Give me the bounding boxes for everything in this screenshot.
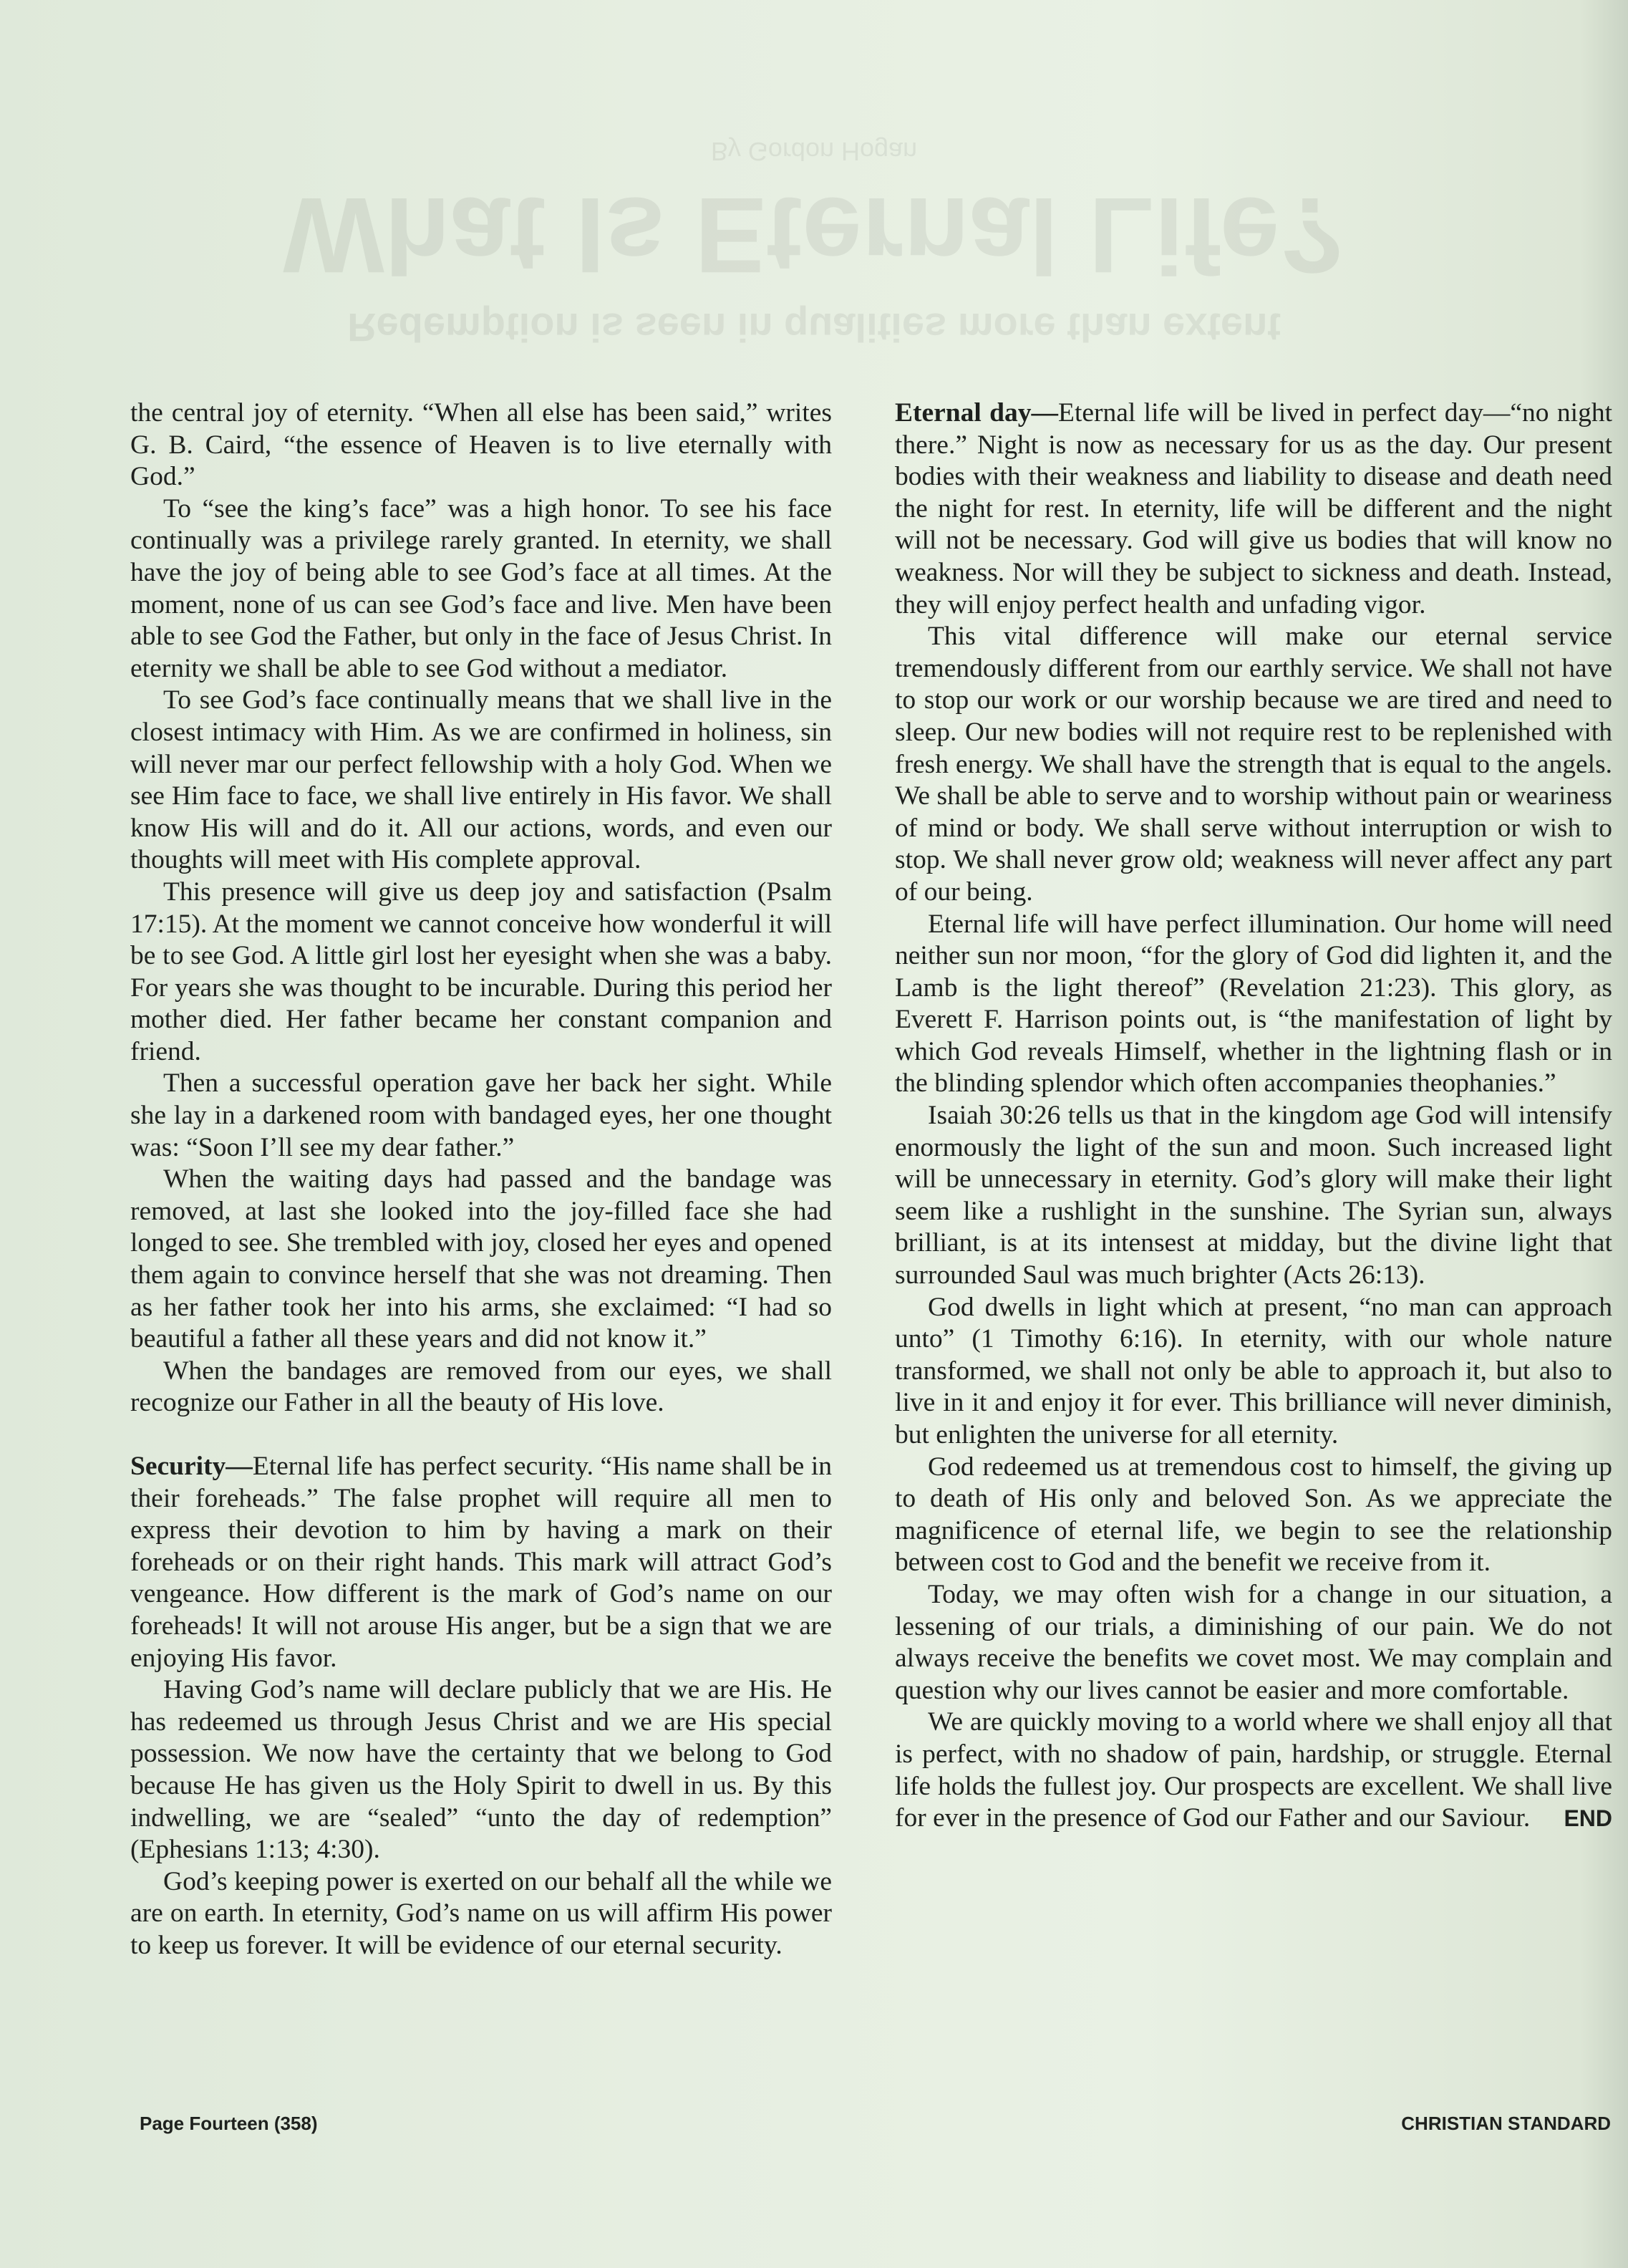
paragraph: Isaiah 30:26 tells us that in the kingdom age God will intensify enormously the light of the sun and moon. Such increased light will be unnecessary in eternity. God’s glory will make their light seem like a rushlight in the sunshine. The Syrian sun, always brilliant, is at its intensest at midday, but the divine light that surrounded Saul was much brighter (Acts 26:13). — [895, 1101, 1612, 1290]
bleed-through-title — [0, 107, 1628, 365]
paragraph: When the bandages are removed from our eyes, we shall recognize our Father in all the beauty of His love. — [130, 1356, 832, 1418]
publication-name: CHRISTIAN STANDARD — [1401, 2113, 1611, 2134]
paragraph: Eternal life has perfect security. “His name shall be in their foreheads.” The false prophet will require all men to express their devotion to him by having a mark on their foreheads or on their right hands. This mark will attract God’s vengeance. How different is the mark of God’s name on our foreheads! It will not arouse His anger, but be a sign that we are enjoying His favor. — [130, 1452, 832, 1673]
paragraph: Today, we may often wish for a change in our situation, a lessening of our trials, a diminishing of our pain. We do not always receive the benefits we covet most. We may complain and question why our lives cannot be easier and more comfortable. — [895, 1579, 1612, 1705]
final-paragraph — [895, 1707, 1612, 1834]
paragraph: This presence will give us deep joy and satisfaction (Psalm 17:15). At the moment we cannot conceive how wonderful it will be to see God. A little girl lost her eyesight when she was a baby. For years she was thought to be incurable. During this period her mother died. Her father became her constant companion and friend. — [130, 877, 832, 1066]
paragraph: To “see the king’s face” was a high honor. To see his face continually was a privilege rarely granted. In eternity, we shall have the joy of being able to see God’s face at all times. At the moment, none of us can see God’s face and live. Men have been able to see God the Father, but only in the face of Jesus Christ. In eternity we shall be able to see God without a mediator. — [130, 493, 832, 683]
paragraph: Having God’s name will declare publicly that we are His. He has redeemed us through Jesus Christ and we are His special possession. We now have the certainty that we belong to God because He has given us the Holy Spirit to dwell in us. By this indwelling, we are “sealed” “unto the day of redemption” (Ephesians 1:13; 4:30). — [130, 1675, 832, 1865]
paragraph: God redeemed us at tremendous cost to himself, the giving up to death of His only and beloved Son. As we appreciate the magnificence of eternal life, we begin to see the relationship between cost to God and the benefit we receive from it. — [895, 1452, 1612, 1578]
paragraph: Eternal life will have perfect illumination. Our home will need neither sun nor moon, “for the glory of God did lighten it, and the Lamb is the light thereof” (Revelation 21:23). This glory, as Everett F. Harrison points out, is “the manifestation of light by which God reveals Himself, whether in the lightning flash or in the blinding splendor which often accompanies theophanies.” — [895, 909, 1612, 1099]
bleed-kicker: Redemption is seen in qualities more than extent — [347, 305, 1281, 350]
end-mark: END — [1564, 1805, 1612, 1832]
paragraph: God dwells in light which at present, “no man can approach unto” (1 Timothy 6:16). In eternity, with our whole nature transformed, we shall not only be able to approach it, but also to live in it and enjoy it for ever. This brilliance will never diminish, but enlighten the universe for all eternity. — [895, 1292, 1612, 1449]
paragraph: God’s keeping power is exerted on our behalf all the while we are on earth. In eternity, God’s name on us will affirm His power to keep us forever. It will be evidence of our eternal security. — [130, 1866, 832, 1960]
paragraph: the central joy of eternity. “When all else has been said,” writes G. B. Caird, “the essence of Heaven is to live eternally with God.” — [130, 398, 832, 492]
left-column — [130, 397, 832, 1962]
paragraph: Eternal life will be lived in perfect day—“no night there.” Night is now as necessary for us as the day. Our present bodies with their weakness and liability to disease and death need the night for rest. In eternity, life will be different and the night will not be necessary. God will give us bodies that will know no weakness. Nor will they be subject to sickness and death. Instead, they will enjoy perfect health and unfading vigor. — [895, 398, 1612, 619]
right-column — [895, 397, 1612, 1835]
paragraph: This vital difference will make our eternal service tremendously different from our earthly service. We shall not have to stop our work or our worship because we are tired and need to sleep. Our new bodies will not require rest to be replenished with fresh energy. We shall have the strength that is equal to the angels. We shall be able to serve and to worship without pain or weariness of mind or body. We shall serve without interruption or wish to stop. We shall never grow old; weakness will never affect any part of our being. — [895, 622, 1612, 907]
section-heading-eternal-day: Eternal day— — [895, 398, 1059, 428]
page-number: Page Fourteen (358) — [140, 2113, 318, 2134]
paragraph: We are quickly moving to a world where we shall enjoy all that is perfect, with no shadow of pain, hardship, or struggle. Eternal life holds the fullest joy. Our prospects are excellent. We shall live for ever in the presence of God our Father and our Saviour. — [895, 1707, 1612, 1833]
section-heading-security: Security— — [130, 1452, 253, 1481]
bleed-byline: By Gordon Hogan — [710, 137, 918, 166]
eternal-day-section — [895, 397, 1612, 621]
security-section — [130, 1451, 832, 1674]
paragraph: Then a successful operation gave her back her sight. While she lay in a darkened room with bandaged eyes, her one thought was: “Soon I’ll see my dear father.” — [130, 1068, 832, 1162]
paragraph: To see God’s face continually means that we shall live in the closest intimacy with Him. As we are confirmed in holiness, sin will never mar our perfect fellowship with a holy God. When we see Him face to face, we shall live entirely in His favor. We shall know His will and do it. All our actions, words, and even our thoughts will meet with His complete approval. — [130, 685, 832, 875]
paragraph: When the waiting days had passed and the bandage was removed, at last she looked into the joy-filled face she had longed to see. She trembled with joy, closed her eyes and opened them again to convince herself that she was not dreaming. Then as her father took her into his arms, she exclaimed: “I had so beautiful a father all these years and did not know it.” — [130, 1164, 832, 1354]
bleed-headline: What Is Eternal Life? — [283, 175, 1345, 296]
page-footer — [0, 2113, 1628, 2141]
